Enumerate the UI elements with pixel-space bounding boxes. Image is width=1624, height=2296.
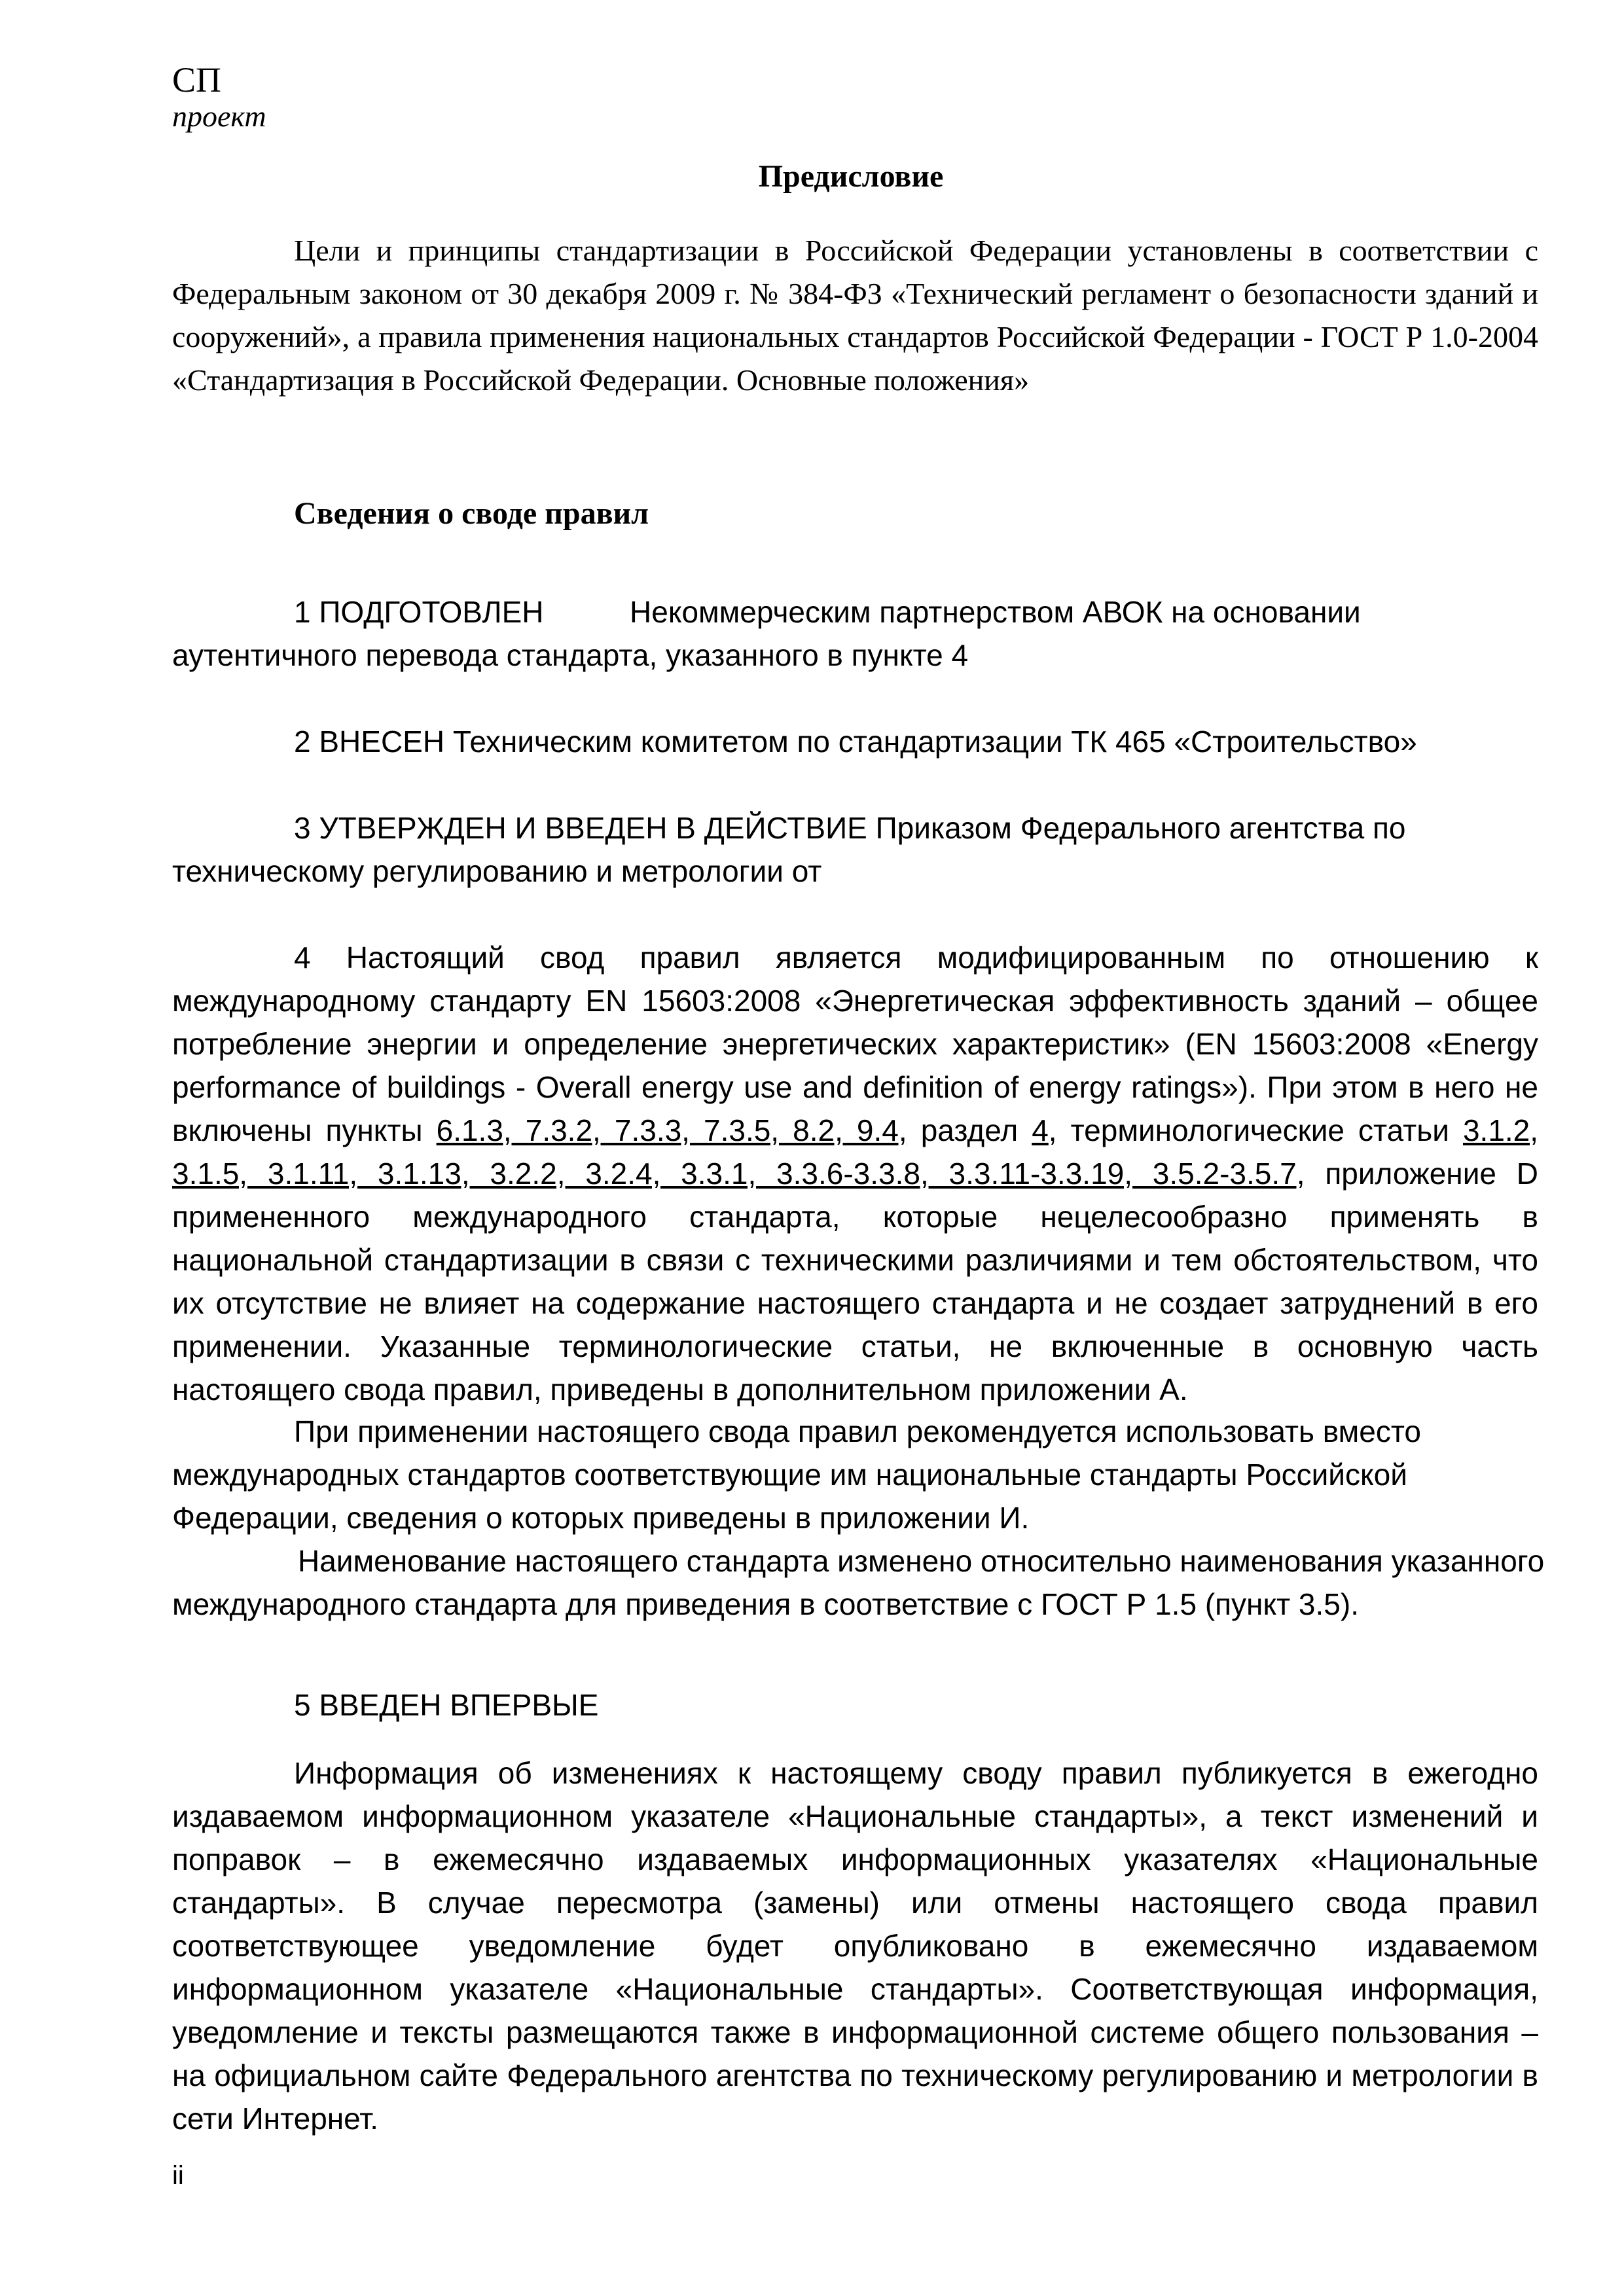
item-3-line-1: 3 УТВЕРЖДЕН И ВВЕДЕН В ДЕЙСТВИЕ Приказом Федерального агентства по [294,811,1406,845]
page-number: ii [172,2161,184,2190]
item-4-p3-line-1: Наименование настоящего стандарта изменено относительно наименования указанного [298,1544,1545,1578]
item-1-label: 1 ПОДГОТОВЛЕН [294,595,544,629]
terms-label: , терминологические статьи [1048,1113,1449,1147]
item-4-start: 4 Настоящий свод правил является модифицированным по отношению к международному стандарту EN 15603:2008 «Энергетическая эффективность зданий – общее потребление энергии и определение энергетических характеристик» (EN 15603:2008 «Energy performance of buildings - Overall energy use and definition of energy ratings»). При этом в него не включены пункты [172,941,1538,1147]
item-4-paragraph [172,936,1538,1411]
document-code: СП [172,60,222,99]
excluded-points: 6.1.3, 7.3.2, 7.3.3, 7.3.5, 8.2, 9.4, [436,1113,907,1147]
item-4-p2-line-1: При применении настоящего свода правил рекомендуется использовать вместо [294,1414,1422,1448]
excluded-terms: 3.1.2, 3.1.5, 3.1.11, 3.1.13, 3.2.2, 3.2.4, 3.3.1, 3.3.6-3.3.8, 3.3.11-3.3.19, 3.5.2-3.5.7, [172,1113,1539,1191]
section-label: раздел [920,1113,1019,1147]
section-title: Сведения о своде правил [294,496,649,531]
page-title: Предисловие [758,159,944,194]
item-2: 2 ВНЕСЕН Техническим комитетом по стандартизации ТК 465 «Строительство» [294,725,1417,759]
intro-paragraph: Цели и принципы стандартизации в Российской Федерации установлены в соответствии с Федеральным законом от 30 декабря 2009 г. № 384-ФЗ «Технический регламент о безопасности зданий и сооружений», а правила применения национальных стандартов Российской Федерации - ГОСТ Р 1.0-2004 «Стандартизация в Российской Федерации. Основные положения» [172,234,1538,397]
item-4-p3-line-2: международного стандарта для приведения в соответствие с ГОСТ Р 1.5 (пункт 3.5). [172,1587,1359,1621]
item-4-p2-line-3: Федерации, сведения о которых приведены в приложении И. [172,1501,1030,1535]
item-1 [294,590,1361,634]
item-5: 5 ВВЕДЕН ВПЕРВЫЕ [294,1688,599,1722]
closing-paragraph: Информация об изменениях к настоящему своду правил публикуется в ежегодно издаваемом информационном указателе «Национальные стандарты», а текст изменений и поправок – в ежемесячно издаваемых информационных указателях «Национальные стандарты». В случае пересмотра (замены) или отмены настоящего свода правил соответствующее уведомление будет опубликовано в ежемесячно издаваемом информационном указателе «Национальные стандарты». Соответствующая информация, уведомление и тексты размещаются также в информационной системе общего пользования – на официальном сайте Федерального агентства по техническому регулированию и метрологии в сети Интернет. [172,1756,1538,2136]
item-4-p2-line-2: международных стандартов соответствующие им национальные стандарты Российской [172,1458,1407,1492]
item-1-text: Некоммерческим партнерством АВОК на основании [630,595,1361,629]
document-status: проект [172,99,266,133]
item-1-continuation: аутентичного перевода стандарта, указанного в пункте 4 [172,638,969,672]
excluded-section: 4 [1032,1113,1049,1147]
item-4-end: приложение D примененного международного стандарта, которые нецелесообразно применять в национальной стандартизации в связи с техническими различиями и тем обстоятельством, что их отсутствие не влияет на содержание настоящего стандарта и не создает затруднений в его применении. Указанные терминологические статьи, не включенные в основную часть настоящего свода правил, приведены в дополнительном приложении А. [172,1157,1538,1407]
item-3-line-2: техническому регулированию и метрологии от [172,854,822,888]
